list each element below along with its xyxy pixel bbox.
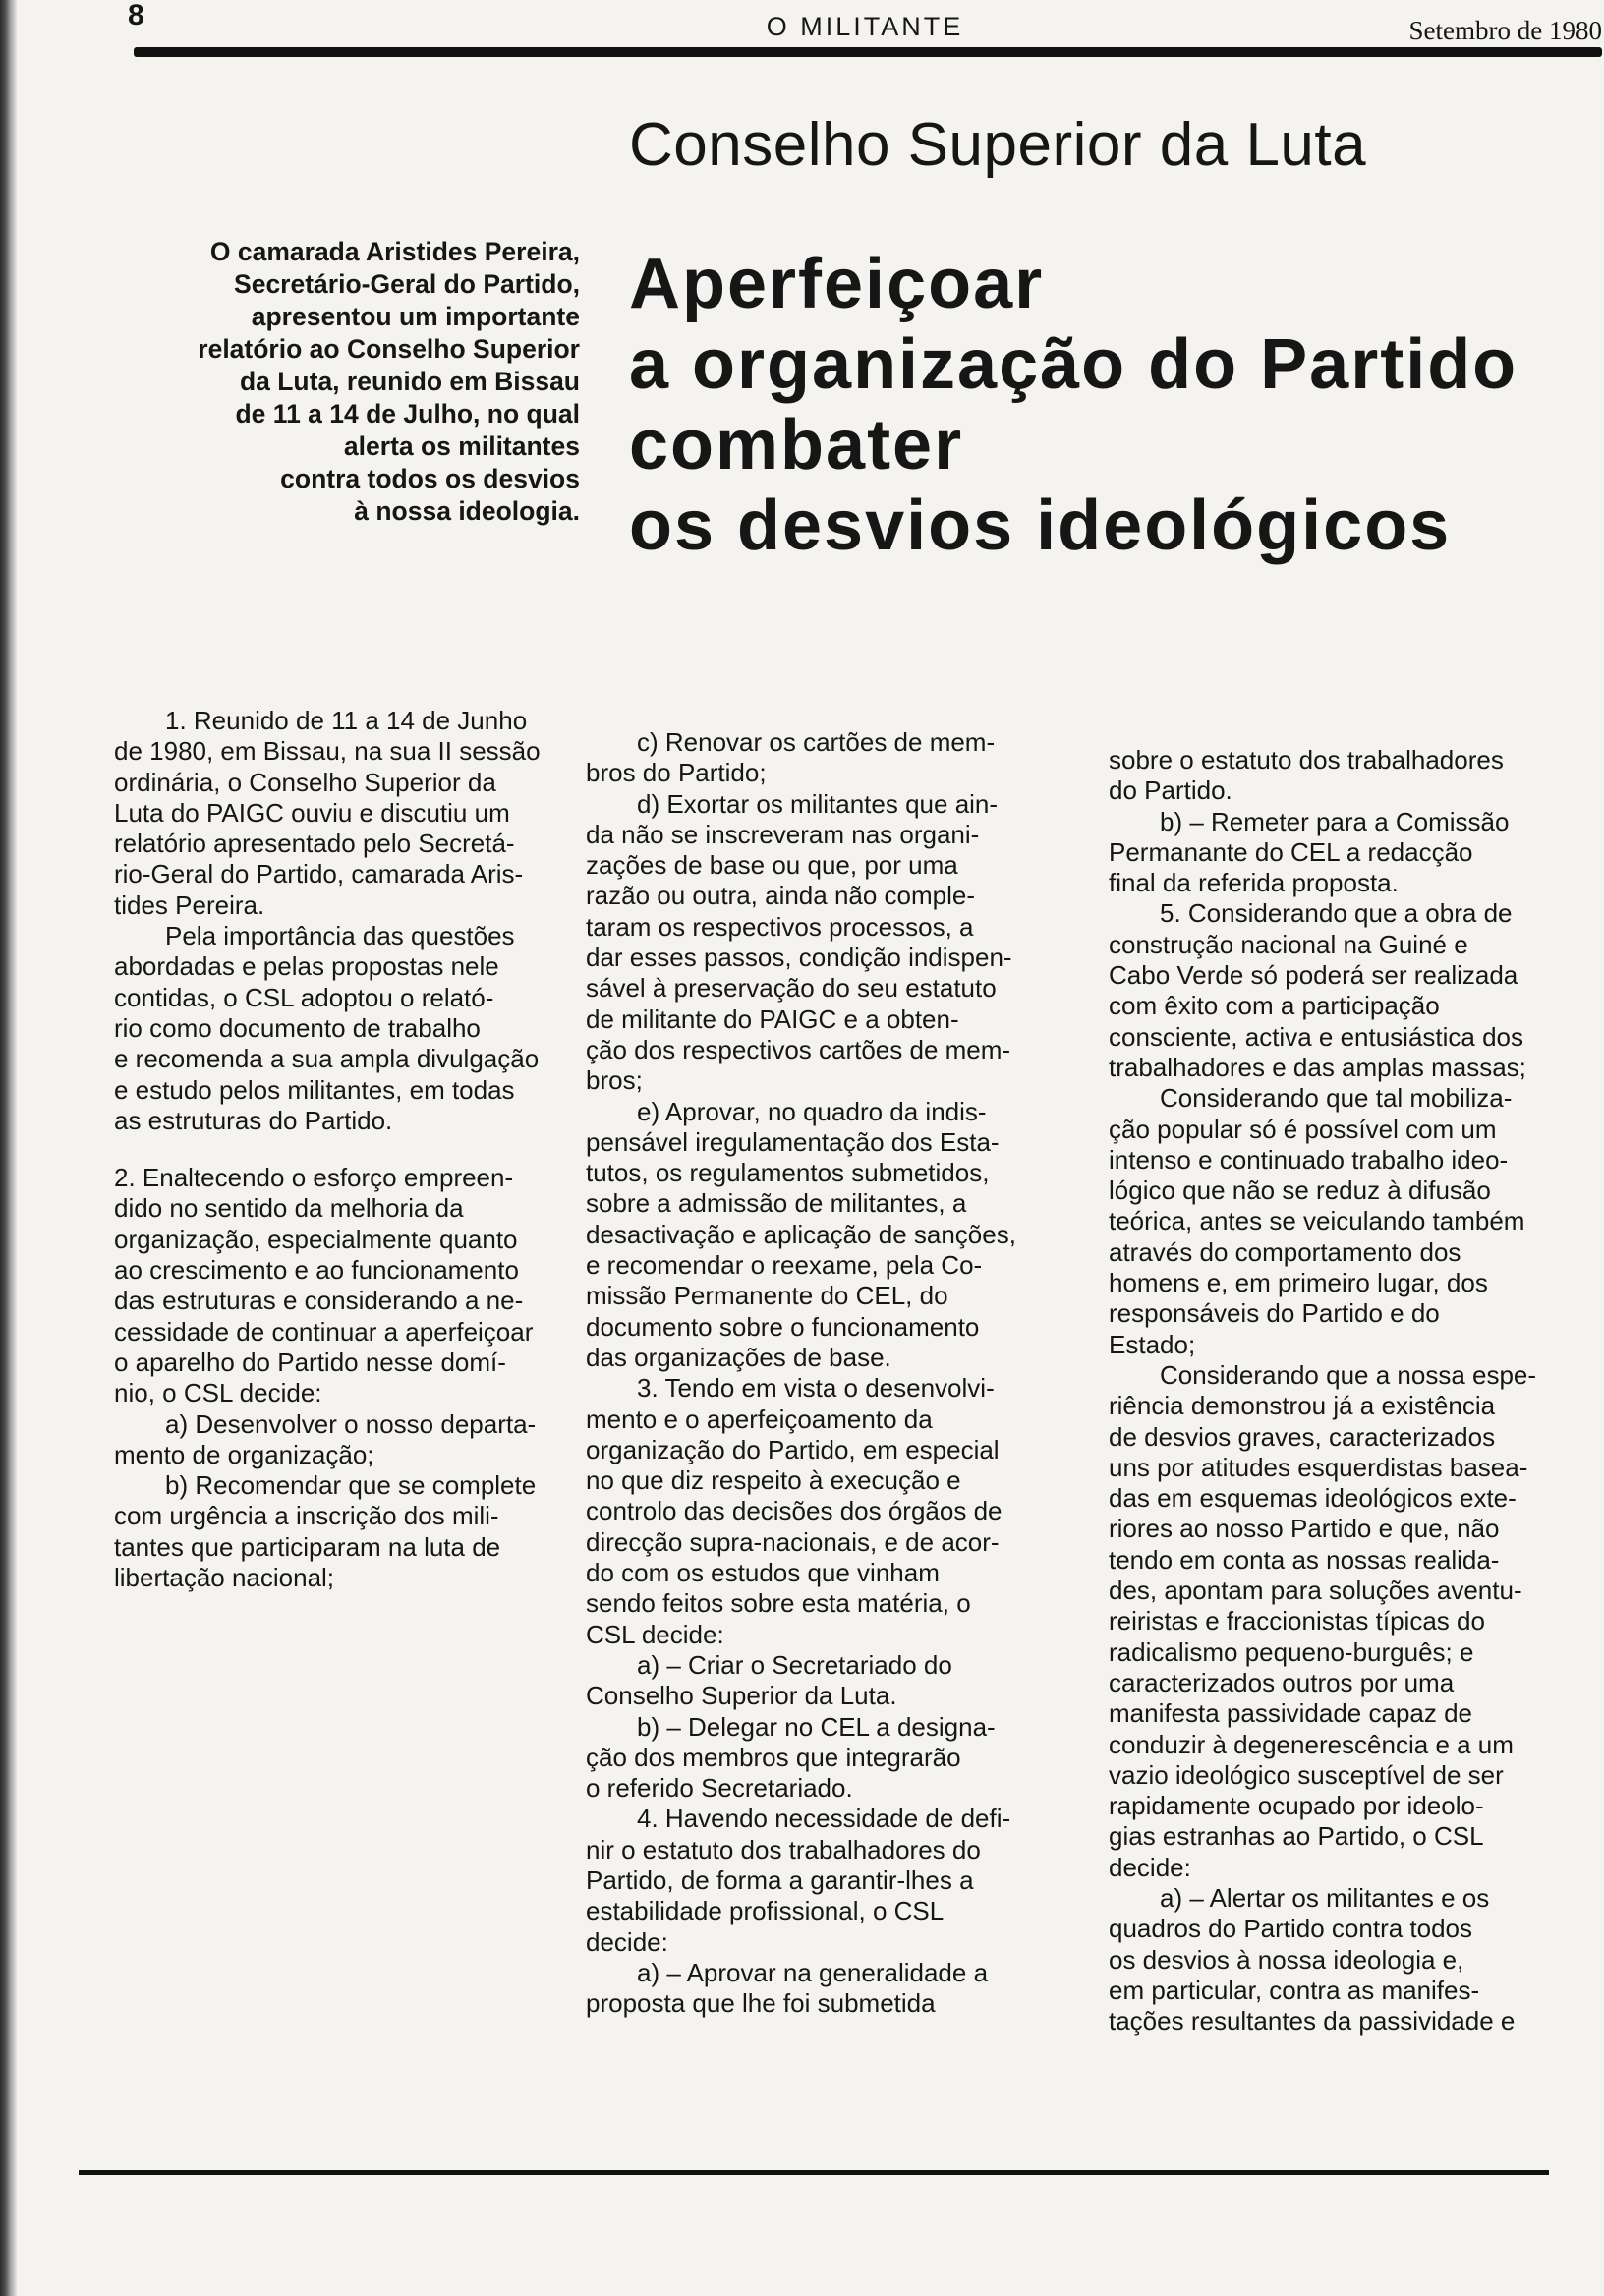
body-text-line: conduzir à degenerescência e a um: [1109, 1729, 1514, 1759]
body-text-line: tutos, os regulamentos submetidos,: [586, 1158, 990, 1188]
body-text-line: mento de organização;: [114, 1439, 374, 1469]
body-text-line: pensável iregulamentação dos Esta-: [586, 1126, 1000, 1157]
body-text-line: abordadas e pelas propostas nele: [114, 951, 499, 982]
article-column-2: [586, 727, 1016, 2019]
body-text-line: a) Desenvolver o nosso departa-: [114, 1408, 537, 1439]
article-column-1: [114, 706, 541, 1593]
body-text-line: uns por atitudes esquerdistas basea-: [1109, 1452, 1528, 1482]
body-text-line: radicalismo pequeno-burguês; e: [1109, 1636, 1474, 1667]
lede-line: da Luta, reunido em Bissau: [239, 367, 580, 396]
body-text-line: final da referida proposta.: [1109, 868, 1399, 898]
body-text-line: direcção supra-nacionais, e de acor-: [586, 1526, 1000, 1557]
body-text-line: mento e o aperfeiçoamento da: [586, 1404, 933, 1434]
lede-line: à nossa ideologia.: [354, 496, 580, 526]
body-text-line: e estudo pelos militantes, em todas: [114, 1074, 515, 1105]
body-text-line: em particular, contra as manifes-: [1109, 1975, 1480, 2005]
lede-line: alerta os militantes: [343, 431, 580, 461]
body-text-line: manifesta passividade capaz de: [1109, 1698, 1473, 1729]
body-text-line: ao crescimento e ao funcionamento: [114, 1255, 519, 1286]
body-text-line: caracterizados outros por uma: [1109, 1667, 1455, 1697]
lede-line: apresentou um importante: [251, 302, 580, 331]
body-text-line: contidas, o CSL adoptou o relató-: [114, 982, 494, 1012]
body-text-line: das em esquemas ideológicos exte-: [1109, 1483, 1517, 1514]
body-text-line: bros do Partido;: [586, 758, 767, 788]
body-text-line: libertação nacional;: [114, 1563, 335, 1593]
body-text-line: b) – Remeter para a Comissão: [1109, 806, 1510, 836]
body-text-line: 5. Considerando que a obra de: [1109, 898, 1513, 929]
body-text-line: de desvios graves, caracterizados: [1109, 1421, 1496, 1452]
body-text-line: tantes que participaram na luta de: [114, 1531, 501, 1562]
body-text-line: com êxito com a participação: [1109, 991, 1440, 1021]
body-text-line: 2. Enaltecendo o esforço empreen-: [114, 1163, 514, 1193]
body-text-line: e) Aprovar, no quadro da indis-: [586, 1096, 987, 1126]
body-text-line: trabalhadores e das amplas massas;: [1109, 1052, 1526, 1082]
body-text-line: dar esses passos, condição indispen-: [586, 943, 1012, 973]
body-text-line: das organizações de base.: [586, 1342, 891, 1372]
body-text-line: CSL decide:: [586, 1619, 724, 1649]
body-text-line: ção dos respectivos cartões de mem-: [586, 1034, 1011, 1064]
body-text-line: de 1980, em Bissau, na sua II sessão: [114, 736, 541, 767]
body-text-line: do com os estudos que vinham: [586, 1558, 940, 1588]
body-text-line: nio, o CSL decide:: [114, 1378, 322, 1408]
body-text-line: controlo das decisões dos órgãos de: [586, 1496, 1002, 1526]
body-text-line: da não se inscreveram nas organi-: [586, 819, 980, 849]
body-text-line: razão ou outra, ainda não comple-: [586, 881, 976, 911]
lede-paragraph: [147, 236, 580, 528]
headline-line: Aperfeiçoar: [629, 245, 1045, 323]
body-text-line: tendo em conta as nossas realida-: [1109, 1544, 1500, 1575]
lede-line: relatório ao Conselho Superior: [198, 334, 580, 364]
body-text-line: sobre a admissão de militantes, a: [586, 1188, 967, 1219]
body-text-line: taram os respectivos processos, a: [586, 911, 974, 942]
body-text-line: cessidade de continuar a aperfeiçoar: [114, 1316, 534, 1347]
body-text-line: documento sobre o funcionamento: [586, 1311, 980, 1342]
body-text-line: dido no sentido da melhoria da: [114, 1193, 464, 1224]
body-text-line: sável à preservação do seu estatuto: [586, 973, 997, 1004]
body-text-line: Pela importância das questões: [114, 921, 515, 951]
body-text-line: os desvios à nossa ideologia e,: [1109, 1944, 1464, 1975]
headline: [629, 244, 1518, 566]
headline-line: a organização do Partido: [629, 325, 1518, 404]
body-text-line: reiristas e fraccionistas típicas do: [1109, 1606, 1485, 1636]
body-text-line: rio-Geral do Partido, camarada Aris-: [114, 859, 524, 890]
body-text-line: riência demonstrou já a existência: [1109, 1391, 1496, 1421]
headline-line: combater: [629, 406, 964, 485]
body-text-line: proposta que lhe foi submetida: [586, 1988, 936, 2019]
body-text-line: gias estranhas ao Partido, o CSL: [1109, 1821, 1484, 1852]
body-text-line: tações resultantes da passividade e: [1109, 2006, 1516, 2037]
body-text-line: 1. Reunido de 11 a 14 de Junho: [114, 706, 528, 735]
body-text-line: relatório apresentado pelo Secretá-: [114, 829, 515, 859]
body-text-line: nir o estatuto dos trabalhadores do: [586, 1834, 981, 1865]
footer-rule: [79, 2170, 1549, 2175]
body-text-line: do Partido.: [1109, 775, 1232, 806]
body-text-line: construção nacional na Guiné e: [1109, 929, 1468, 959]
body-text-line: estabilidade profissional, o CSL: [586, 1896, 945, 1926]
body-text-line: decide:: [1109, 1852, 1191, 1882]
body-text-line: lógico que não se reduz à difusão: [1109, 1176, 1491, 1206]
body-text-line: Luta do PAIGC ouviu e discutiu um: [114, 797, 510, 828]
scan-edge: [0, 0, 18, 2296]
body-text-line: rio como documento de trabalho: [114, 1012, 481, 1043]
body-text-line: a) – Aprovar na generalidade a: [586, 1957, 989, 1987]
body-text-line: des, apontam para soluções aventu-: [1109, 1576, 1522, 1606]
body-text-line: organização do Partido, em especial: [586, 1434, 1000, 1464]
body-text-line: Cabo Verde só poderá ser realizada: [1109, 960, 1518, 991]
body-text-line: ção dos membros que integrarão: [586, 1742, 961, 1772]
body-text-line: teórica, antes se veiculando também: [1109, 1206, 1525, 1236]
body-text-line: a) – Criar o Secretariado do: [586, 1649, 952, 1680]
body-text-line: das estruturas e considerando a ne-: [114, 1286, 524, 1316]
body-text-line: e recomendar o reexame, pela Co-: [586, 1250, 983, 1281]
body-text-line: 4. Havendo necessidade de defi-: [586, 1804, 1011, 1834]
body-text-line: Considerando que a nossa espe-: [1109, 1359, 1537, 1390]
section-title: Conselho Superior da Luta: [629, 111, 1367, 179]
issue-date: Setembro de 1980: [1408, 16, 1602, 45]
lede-line: de 11 a 14 de Julho, no qual: [235, 399, 580, 429]
lede-line: Secretário-Geral do Partido,: [234, 269, 580, 299]
body-text-line: intenso e continuado trabalho ideo-: [1109, 1144, 1509, 1175]
body-text-line: Permanante do CEL a redacção: [1109, 836, 1473, 867]
page-number: 8: [128, 0, 144, 31]
body-text-line: d) Exortar os militantes que ain-: [586, 788, 999, 819]
body-text-line: Estado;: [1109, 1329, 1196, 1359]
article-column-3: [1109, 745, 1536, 2037]
body-text-line: vazio ideológico susceptível de ser: [1109, 1759, 1504, 1790]
body-text-line: o referido Secretariado.: [586, 1773, 853, 1804]
publication-title: O MILITANTE: [766, 12, 964, 41]
body-text-line: Conselho Superior da Luta.: [586, 1681, 897, 1711]
paragraph-gap: [114, 1136, 541, 1163]
body-text-line: no que diz respeito à execução e: [586, 1465, 961, 1496]
body-text-line: 3. Tendo em vista o desenvolvi-: [586, 1373, 995, 1404]
headline-line: os desvios ideológicos: [629, 487, 1452, 565]
body-text-line: tides Pereira.: [114, 890, 265, 920]
body-text-line: através do comportamento dos: [1109, 1236, 1461, 1267]
body-text-line: sendo feitos sobre esta matéria, o: [586, 1588, 971, 1619]
body-text-line: o aparelho do Partido nesse domí-: [114, 1347, 506, 1377]
body-text-line: sobre o estatuto dos trabalhadores: [1109, 745, 1504, 775]
body-text-line: com urgência a inscrição dos mili-: [114, 1501, 499, 1531]
body-text-line: de militante do PAIGC e a obten-: [586, 1004, 959, 1034]
body-text-line: quadros do Partido contra todos: [1109, 1914, 1473, 1944]
body-text-line: desactivação e aplicação de sanções,: [586, 1219, 1016, 1249]
body-text-line: organização, especialmente quanto: [114, 1224, 518, 1254]
body-text-line: zações de base ou que, por uma: [586, 850, 958, 881]
body-text-line: a) – Alertar os militantes e os: [1109, 1882, 1490, 1913]
lede-line: O camarada Aristides Pereira,: [209, 237, 580, 266]
body-text-line: riores ao nosso Partido e que, não: [1109, 1514, 1500, 1544]
body-text-line: Considerando que tal mobiliza-: [1109, 1083, 1513, 1114]
body-text-line: consciente, activa e entusiástica dos: [1109, 1021, 1524, 1052]
body-text-line: e recomenda a sua ampla divulgação: [114, 1044, 540, 1074]
body-text-line: homens e, em primeiro lugar, dos: [1109, 1268, 1488, 1298]
body-text-line: responsáveis do Partido e do: [1109, 1298, 1440, 1329]
body-text-line: b) – Delegar no CEL a designa-: [586, 1711, 996, 1742]
body-text-line: rapidamente ocupado por ideolo-: [1109, 1791, 1484, 1821]
header-rule: [134, 47, 1602, 57]
lede-line: contra todos os desvios: [280, 464, 580, 493]
body-text-line: ordinária, o Conselho Superior da: [114, 767, 496, 797]
body-text-line: c) Renovar os cartões de mem-: [586, 727, 996, 757]
body-text-line: Partido, de forma a garantir-lhes a: [586, 1865, 974, 1895]
body-text-line: bros;: [586, 1065, 643, 1096]
body-text-line: ção popular só é possível com um: [1109, 1114, 1497, 1144]
body-text-line: missão Permanente do CEL, do: [586, 1281, 948, 1311]
body-text-line: as estruturas do Partido.: [114, 1105, 393, 1135]
body-text-line: b) Recomendar que se complete: [114, 1470, 537, 1501]
body-text-line: decide:: [586, 1926, 668, 1957]
